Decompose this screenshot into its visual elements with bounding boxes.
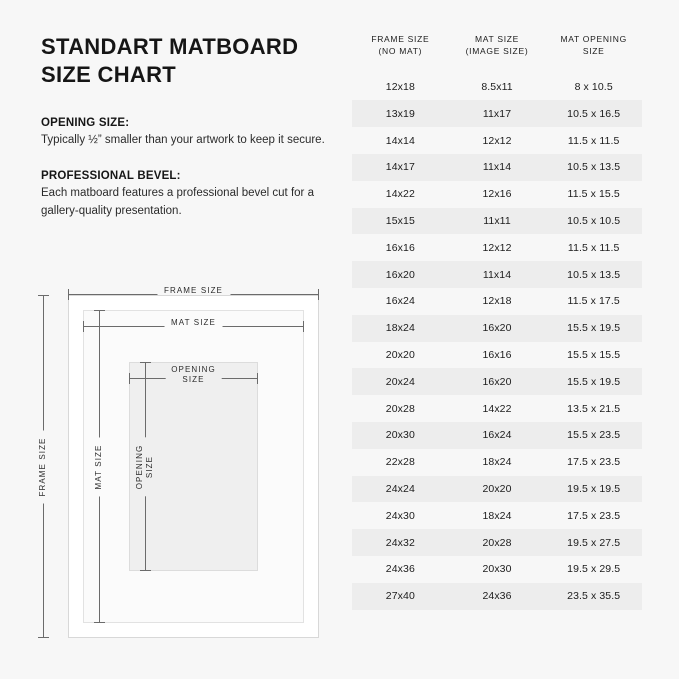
measure-cap-left bbox=[68, 289, 69, 300]
measure-opening-size-vertical-line1: OPENING bbox=[135, 444, 144, 489]
table-row bbox=[352, 181, 642, 208]
table-header-mat-size-line1: MAT SIZE bbox=[475, 34, 520, 44]
cell-mat-opening-size: 19.5 x 19.5 bbox=[567, 482, 621, 495]
cell-frame-size: 16x24 bbox=[385, 295, 415, 308]
table-row bbox=[352, 154, 642, 181]
measure-cap-right bbox=[257, 373, 258, 384]
measure-mat-size-vertical bbox=[92, 310, 106, 623]
cell-mat-opening-size: 11.5 x 11.5 bbox=[567, 134, 620, 147]
measure-frame-size-label: FRAME SIZE bbox=[157, 286, 230, 295]
measure-cap-top bbox=[38, 295, 49, 296]
left-info-column bbox=[41, 33, 336, 241]
cell-mat-size: 8.5x11 bbox=[481, 81, 513, 94]
measure-cap-right bbox=[303, 321, 304, 332]
frame-diagram bbox=[26, 284, 342, 650]
measure-cap-bottom bbox=[38, 637, 49, 638]
cell-frame-size: 15x15 bbox=[385, 215, 415, 227]
measure-frame-size-horizontal bbox=[68, 287, 319, 301]
cell-frame-size: 20x30 bbox=[385, 429, 415, 442]
table-row bbox=[352, 261, 642, 288]
cell-mat-opening-size: 10.5 x 10.5 bbox=[567, 215, 621, 227]
cell-mat-opening-size: 15.5 x 19.5 bbox=[567, 322, 621, 335]
cell-mat-size: 18x24 bbox=[482, 456, 512, 469]
table-header-mat-opening-size-line1: MAT OPENING bbox=[560, 34, 627, 44]
measure-opening-size-vertical bbox=[135, 362, 154, 571]
table-row bbox=[352, 368, 642, 395]
table-row bbox=[352, 583, 642, 610]
cell-frame-size: 24x30 bbox=[385, 509, 415, 522]
cell-mat-opening-size: 19.5 x 29.5 bbox=[567, 563, 621, 576]
cell-mat-size: 18x24 bbox=[482, 509, 512, 522]
cell-mat-size: 16x24 bbox=[482, 429, 512, 442]
cell-frame-size: 20x28 bbox=[385, 402, 415, 415]
measure-frame-size-vertical bbox=[36, 295, 50, 638]
cell-mat-opening-size: 10.5 x 16.5 bbox=[567, 107, 621, 120]
cell-mat-size: 12x12 bbox=[482, 134, 512, 147]
cell-mat-opening-size: 11.5 x 17.5 bbox=[567, 295, 620, 308]
cell-mat-size: 20x28 bbox=[482, 536, 512, 549]
table-row bbox=[352, 127, 642, 154]
cell-mat-opening-size: 15.5 x 19.5 bbox=[567, 375, 621, 388]
table-row bbox=[352, 529, 642, 556]
cell-mat-opening-size: 15.5 x 23.5 bbox=[567, 429, 621, 442]
cell-mat-opening-size: 10.5 x 13.5 bbox=[567, 161, 621, 174]
cell-frame-size: 24x36 bbox=[385, 563, 415, 576]
table-row bbox=[352, 395, 642, 422]
table-row bbox=[352, 100, 642, 127]
measure-opening-size-label-line2: SIZE bbox=[182, 375, 205, 384]
measure-cap-bottom bbox=[140, 570, 151, 571]
table-body bbox=[352, 74, 642, 610]
measure-mat-size-horizontal bbox=[83, 319, 304, 333]
cell-frame-size: 14x14 bbox=[385, 134, 415, 147]
cell-mat-size: 12x18 bbox=[482, 295, 512, 308]
page-title: STANDART MATBOARD SIZE CHART bbox=[41, 34, 299, 88]
cell-frame-size: 27x40 bbox=[385, 590, 415, 603]
cell-frame-size: 13x19 bbox=[385, 107, 415, 120]
cell-mat-size: 12x12 bbox=[482, 241, 512, 254]
table-row bbox=[352, 315, 642, 342]
cell-mat-opening-size: 11.5 x 15.5 bbox=[567, 188, 620, 201]
note-professional-bevel bbox=[41, 170, 336, 221]
measure-frame-size-vertical-label: FRAME SIZE bbox=[38, 430, 48, 503]
cell-mat-size: 11x11 bbox=[483, 215, 511, 227]
note-opening-size-heading: OPENING SIZE: bbox=[41, 117, 130, 130]
note-professional-bevel-heading: PROFESSIONAL BEVEL: bbox=[41, 170, 181, 183]
cell-frame-size: 14x17 bbox=[385, 161, 415, 174]
cell-frame-size: 24x32 bbox=[385, 536, 415, 549]
measure-cap-right bbox=[318, 289, 319, 300]
cell-mat-opening-size: 17.5 x 23.5 bbox=[567, 456, 621, 469]
cell-mat-opening-size: 13.5 x 21.5 bbox=[567, 402, 621, 415]
table-header-mat-size-line2: (IMAGE SIZE) bbox=[465, 46, 529, 57]
cell-mat-opening-size: 10.5 x 13.5 bbox=[567, 268, 621, 281]
cell-mat-size: 11x17 bbox=[482, 107, 512, 120]
cell-mat-size: 20x30 bbox=[482, 563, 512, 576]
note-opening-size bbox=[41, 117, 336, 150]
measure-cap-left bbox=[129, 373, 130, 384]
cell-frame-size: 12x18 bbox=[385, 81, 415, 94]
table-header-frame-size-line1: FRAME SIZE bbox=[371, 34, 430, 44]
note-opening-size-body: Typically ½” smaller than your artwork to keep it secure. bbox=[41, 134, 325, 147]
table-row bbox=[352, 288, 642, 315]
cell-mat-opening-size: 17.5 x 23.5 bbox=[567, 509, 621, 522]
table-row bbox=[352, 74, 642, 101]
cell-mat-size: 16x20 bbox=[482, 375, 512, 388]
measure-opening-size-label-line1: OPENING bbox=[171, 365, 216, 374]
measure-cap-bottom bbox=[94, 622, 105, 623]
cell-mat-opening-size: 11.5 x 11.5 bbox=[567, 241, 620, 254]
table-row bbox=[352, 449, 642, 476]
table-header-mat-opening-size bbox=[545, 33, 642, 58]
cell-frame-size: 14x22 bbox=[385, 188, 415, 201]
table-header-frame-size-line2: (NO MAT) bbox=[378, 46, 423, 57]
cell-mat-size: 20x20 bbox=[482, 482, 512, 495]
cell-mat-opening-size: 15.5 x 15.5 bbox=[567, 348, 621, 361]
note-professional-bevel-body: Each matboard features a professional bevel cut for a gallery-quality presentation. bbox=[41, 187, 314, 217]
cell-frame-size: 22x28 bbox=[385, 456, 415, 469]
table-row bbox=[352, 208, 642, 235]
cell-mat-opening-size: 8 x 10.5 bbox=[574, 81, 613, 94]
measure-opening-size-vertical-label bbox=[135, 437, 155, 496]
cell-frame-size: 24x24 bbox=[385, 482, 415, 495]
table-row bbox=[352, 422, 642, 449]
table-row bbox=[352, 556, 642, 583]
cell-mat-size: 24x36 bbox=[482, 590, 512, 603]
cell-frame-size: 20x20 bbox=[385, 348, 415, 361]
measure-mat-size-label: MAT SIZE bbox=[164, 318, 223, 327]
cell-mat-opening-size: 23.5 x 35.5 bbox=[567, 590, 621, 603]
measure-mat-size-vertical-label: MAT SIZE bbox=[94, 437, 104, 496]
cell-frame-size: 18x24 bbox=[385, 322, 415, 335]
cell-mat-size: 16x20 bbox=[482, 322, 512, 335]
table-header-mat-size bbox=[449, 33, 546, 58]
cell-frame-size: 16x20 bbox=[385, 268, 415, 281]
cell-frame-size: 20x24 bbox=[385, 375, 415, 388]
size-chart-table bbox=[352, 33, 642, 610]
measure-opening-size-label bbox=[165, 364, 222, 386]
measure-opening-size-vertical-line2: SIZE bbox=[145, 455, 154, 478]
table-row bbox=[352, 476, 642, 503]
cell-mat-opening-size: 19.5 x 27.5 bbox=[567, 536, 621, 549]
cell-mat-size: 11x14 bbox=[482, 161, 512, 174]
measure-cap-top bbox=[140, 362, 151, 363]
table-row bbox=[352, 342, 642, 369]
table-header-mat-opening-size-line2: SIZE bbox=[582, 46, 605, 57]
table-header-frame-size bbox=[352, 33, 449, 58]
cell-frame-size: 16x16 bbox=[385, 241, 415, 254]
measure-cap-left bbox=[83, 321, 84, 332]
table-row bbox=[352, 502, 642, 529]
table-row bbox=[352, 234, 642, 261]
cell-mat-size: 11x14 bbox=[482, 268, 512, 281]
table-header-row bbox=[352, 33, 642, 74]
measure-cap-top bbox=[94, 310, 105, 311]
cell-mat-size: 12x16 bbox=[482, 188, 512, 201]
cell-mat-size: 14x22 bbox=[482, 402, 512, 415]
cell-mat-size: 16x16 bbox=[482, 348, 512, 361]
